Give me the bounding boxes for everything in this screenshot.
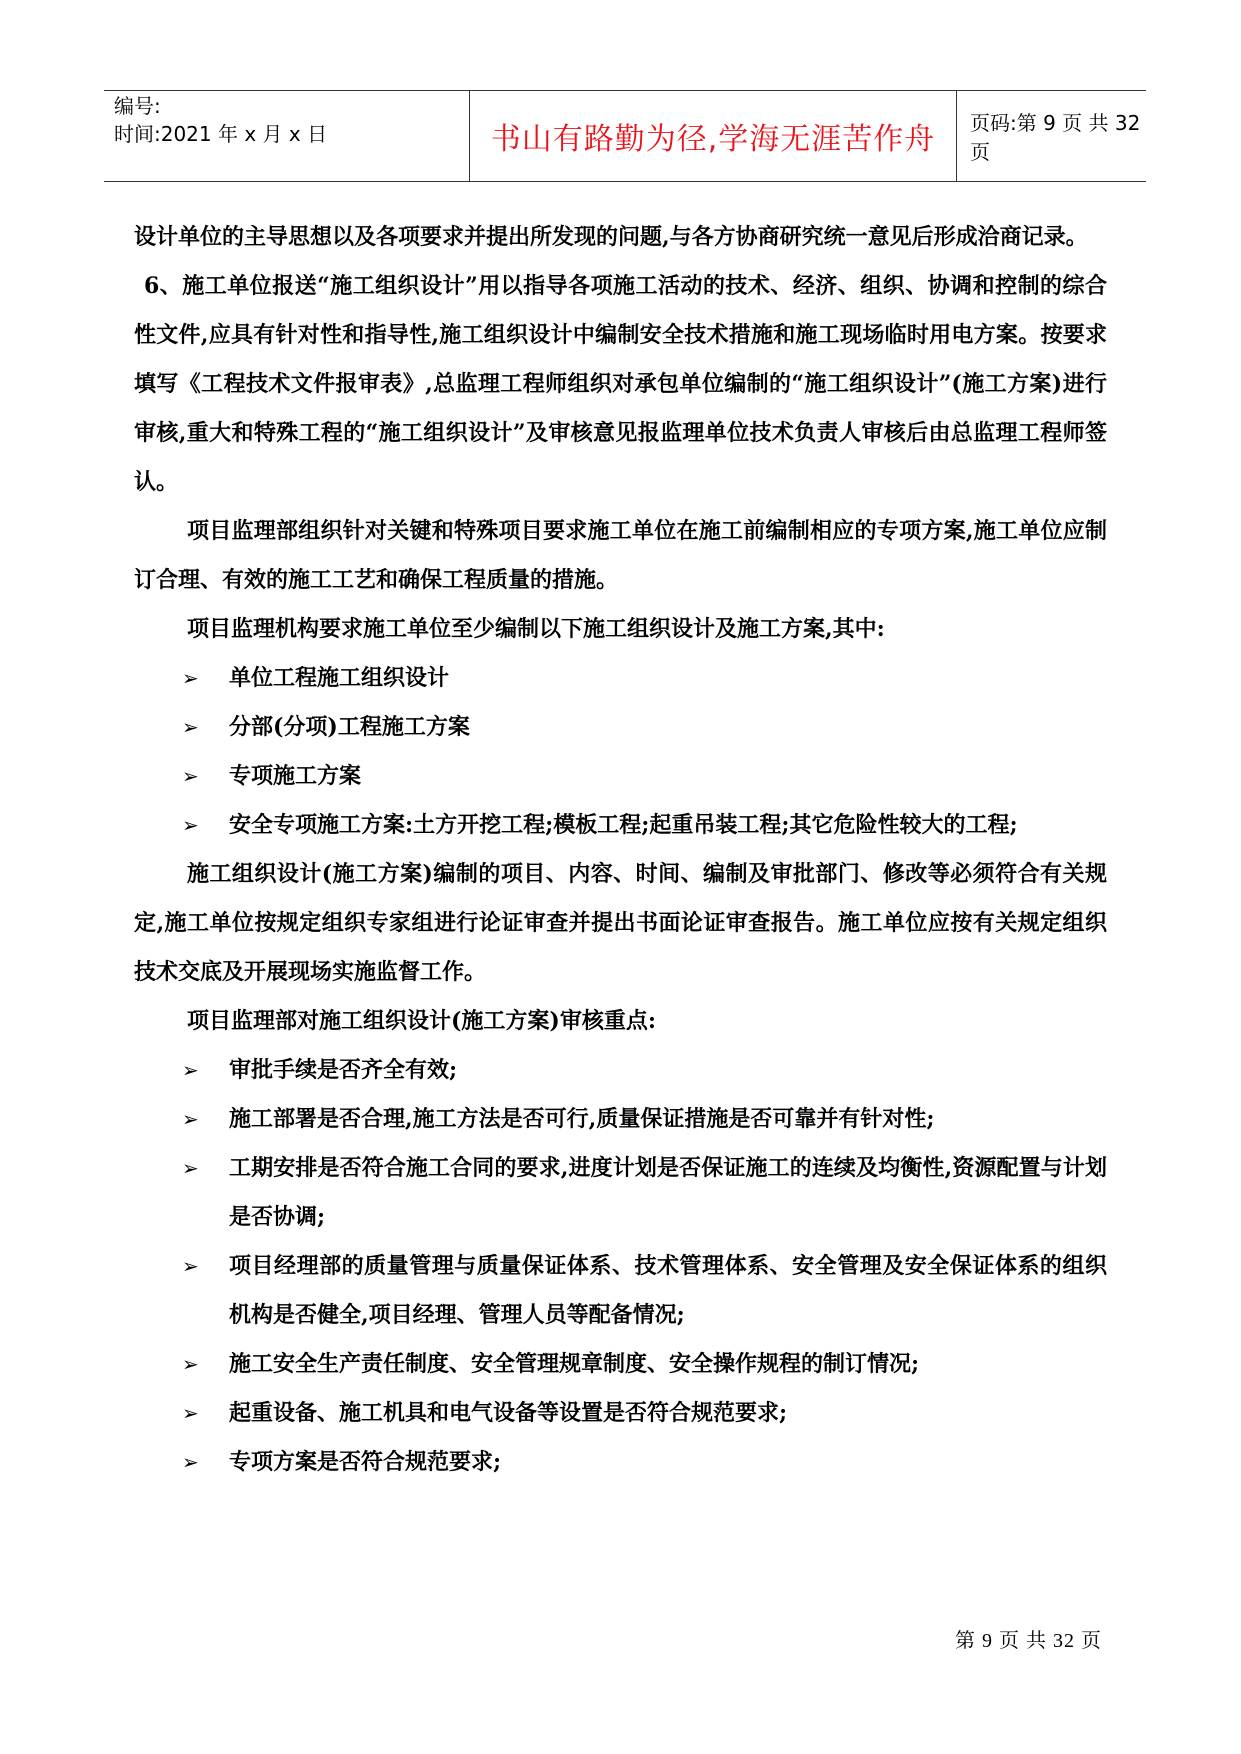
number-label: 编号:: [114, 94, 161, 118]
arrowhead-bullet-icon: ➢: [182, 1352, 199, 1376]
list-item-text: 工期安排是否符合施工合同的要求,进度计划是否保证施工的连续及均衡性,资源配置与计划是否协调;: [229, 1155, 1107, 1230]
arrowhead-bullet-icon: ➢: [182, 1058, 199, 1082]
list-item-text: 施工安全生产责任制度、安全管理规章制度、安全操作规程的制订情况;: [229, 1351, 920, 1377]
paragraph: 项目监理机构要求施工单位至少编制以下施工组织设计及施工方案,其中:: [187, 616, 885, 642]
list-item-text: 起重设备、施工机具和电气设备等设置是否符合规范要求;: [229, 1400, 788, 1426]
paragraph: 项目监理部对施工组织设计(施工方案)审核重点:: [187, 1008, 656, 1034]
arrowhead-bullet-icon: ➢: [182, 715, 199, 739]
list-item: [134, 1389, 1107, 1438]
list-item: [134, 703, 1107, 752]
arrowhead-bullet-icon: ➢: [182, 1156, 199, 1180]
list-item: [134, 752, 1107, 801]
arrowhead-bullet-icon: ➢: [182, 764, 199, 788]
paragraph: 项目监理部组织针对关键和特殊项目要求施工单位在施工前编制相应的专项方案,施工单位应制订合理、有效的施工工艺和确保工程质量的措施。: [134, 518, 1107, 593]
header-page-info: 页码:第 9 页 共 32 页: [970, 111, 1141, 164]
paragraph-item-6: 6、施工单位报送“施工组织设计”用以指导各项施工活动的技术、经济、组织、协调和控制的综合性文件,应具有针对性和指导性,施工组织设计中编制安全技术措施和施工现场临时用电方案。按要求填写《工程技术文件报审表》,总监理工程师组织对承包单位编制的“施工组织设计”(施工方案)进行审核,重大和特殊工程的“施工组织设计”及审核意见报监理单位技术负责人审核后由总监理工程师签认。: [134, 273, 1107, 495]
list-item-text: 专项施工方案: [229, 763, 362, 789]
list-item: [134, 801, 1107, 850]
list-item-text: 项目经理部的质量管理与质量保证体系、技术管理体系、安全管理及安全保证体系的组织机构是否健全,项目经理、管理人员等配备情况;: [229, 1253, 1107, 1328]
list-item-text: 施工部署是否合理,施工方法是否可行,质量保证措施是否可靠并有针对性;: [229, 1106, 935, 1132]
arrowhead-bullet-icon: ➢: [182, 1107, 199, 1131]
list-item: [134, 1095, 1107, 1144]
list-item: [134, 1242, 1107, 1340]
list-item: [134, 1046, 1107, 1095]
paragraph: 设计单位的主导思想以及各项要求并提出所发现的问题,与各方协商研究统一意见后形成洽商记录。: [134, 224, 1088, 250]
arrowhead-bullet-icon: ➢: [182, 1254, 199, 1278]
page-header: [104, 90, 1146, 182]
list-item-text: 单位工程施工组织设计: [229, 665, 450, 691]
list-item-text: 专项方案是否符合规范要求;: [229, 1449, 502, 1475]
arrowhead-bullet-icon: ➢: [182, 813, 199, 837]
header-divider: [956, 91, 957, 181]
arrowhead-bullet-icon: ➢: [182, 1401, 199, 1425]
arrowhead-bullet-icon: ➢: [182, 666, 199, 690]
list-item: [134, 1144, 1107, 1242]
time-label: 时间:2021 年 x 月 x 日: [114, 122, 328, 146]
list-item-text: 安全专项施工方案:土方开挖工程;模板工程;起重吊装工程;其它危险性较大的工程;: [229, 812, 1018, 838]
list-item: [134, 1340, 1107, 1389]
page-footer: 第 9 页 共 32 页: [955, 1630, 1102, 1652]
list-item: [134, 1438, 1107, 1487]
header-motto: 书山有路勤为径,学海无涯苦作舟: [490, 122, 936, 157]
paragraph: 施工组织设计(施工方案)编制的项目、内容、时间、编制及审批部门、修改等必须符合有关规定,施工单位按规定组织专家组进行论证审查并提出书面论证审查报告。施工单位应按有关规定组织技术交底及开展现场实施监督工作。: [134, 861, 1107, 985]
arrowhead-bullet-icon: ➢: [182, 1450, 199, 1474]
list-item-text: 审批手续是否齐全有效;: [229, 1057, 458, 1083]
document-body: [134, 213, 1107, 1487]
list-item: [134, 654, 1107, 703]
list-item-text: 分部(分项)工程施工方案: [229, 714, 470, 740]
header-meta: [114, 91, 469, 181]
